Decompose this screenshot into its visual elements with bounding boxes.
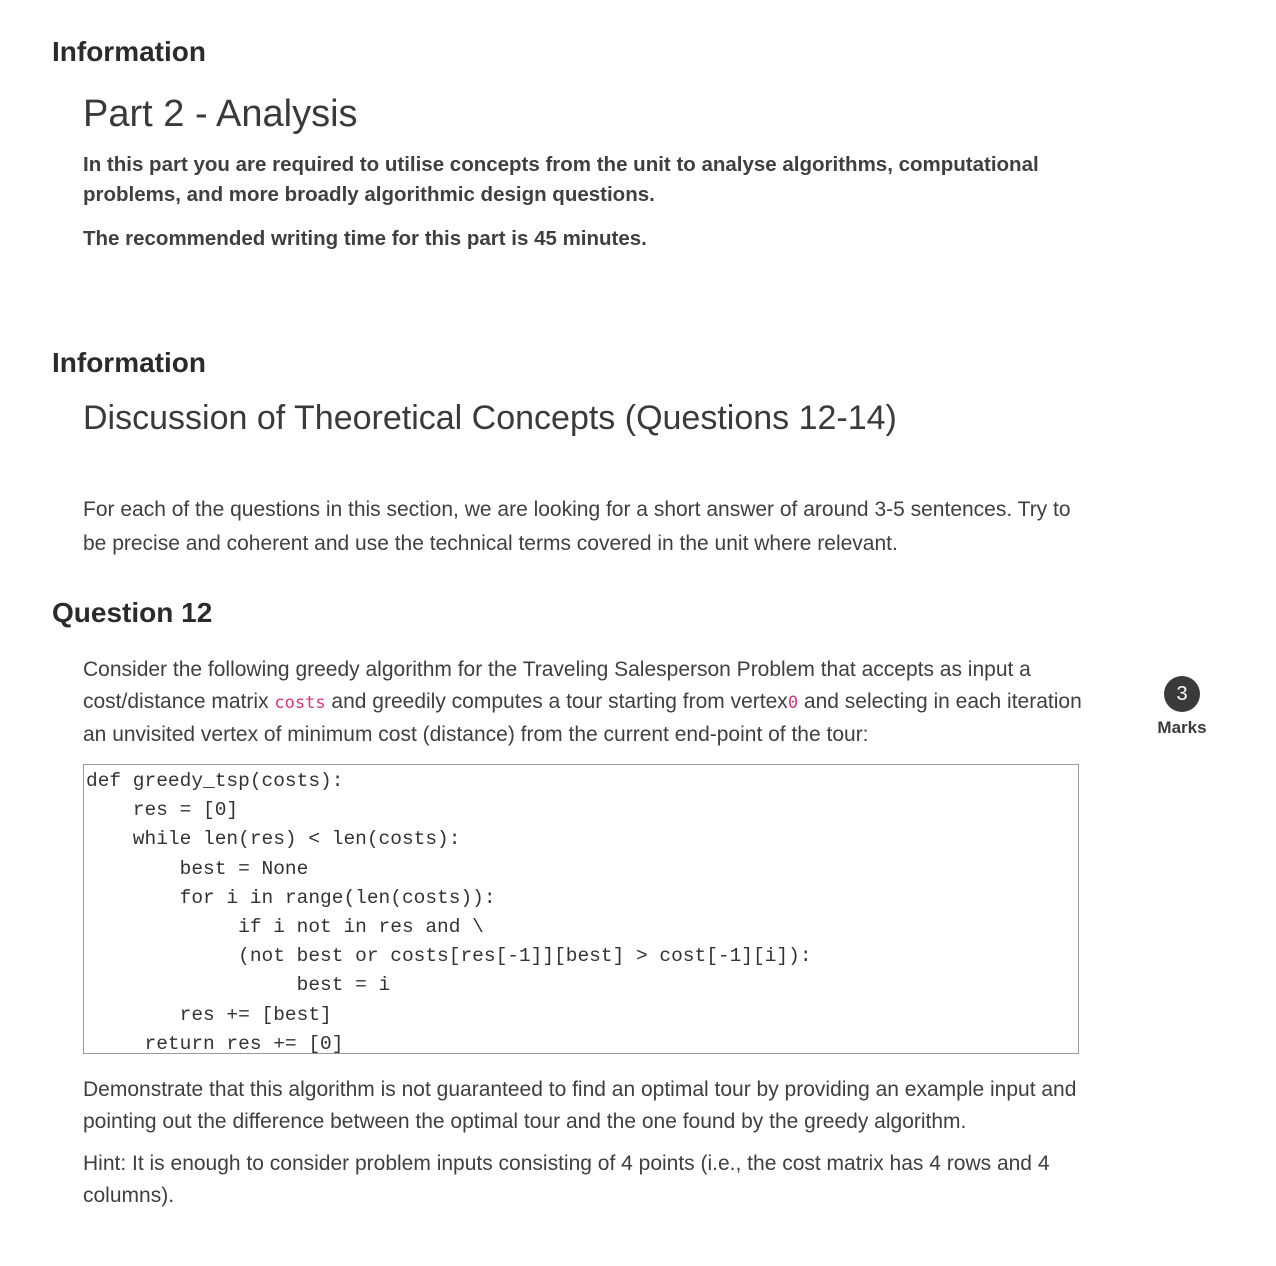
section-label-information-1: Information <box>52 36 206 67</box>
marks-indicator <box>1152 676 1212 738</box>
writing-time-note: The recommended writing time for this part is 45 minutes. <box>83 226 647 250</box>
marks-badge: 3 <box>1164 676 1200 712</box>
intro-text-3: and selecting in each iteration an unvisited vertex of minimum cost (distance) from the current end-point of the tour: <box>83 690 1082 746</box>
discussion-instructions: For each of the questions in this section, we are looking for a short answer of around 3-5 sentences. Try to be precise and coherent and use the technical terms covered in the unit where relevant. <box>83 498 1071 555</box>
inline-code-zero: 0 <box>787 693 799 713</box>
inline-code-costs: costs <box>274 693 326 713</box>
part2-info-block <box>83 92 1083 254</box>
code-block <box>83 764 1079 1054</box>
marks-label: Marks <box>1157 718 1207 737</box>
question-task-block <box>83 1074 1083 1212</box>
question-intro <box>83 654 1083 751</box>
section-label-information-2: Information <box>52 347 206 378</box>
part-title: Part 2 - Analysis <box>83 93 358 135</box>
question-task: Demonstrate that this algorithm is not guaranteed to find an optimal tour by providing an example input and pointing out the difference between the optimal tour and the one found by the greedy algorithm. <box>83 1078 1077 1133</box>
part-description: In this part you are required to utilise concepts from the unit to analyse algorithms, computational problems, and more broadly algorithmic design questions. <box>83 152 1039 206</box>
discussion-info-block <box>83 398 1083 439</box>
intro-text-1: Consider the following greedy algorithm for the Traveling Salesperson Problem that accepts as input a cost/distance matrix <box>83 658 1031 713</box>
question-hint: Hint: It is enough to consider problem inputs consisting of 4 points (i.e., the cost matrix has 4 rows and 4 columns). <box>83 1152 1050 1207</box>
intro-text-2: and greedily computes a tour starting from vertex <box>325 690 788 713</box>
question-label: Question 12 <box>52 597 213 628</box>
discussion-title: Discussion of Theoretical Concepts (Questions 12-14) <box>83 399 897 437</box>
question-intro-block <box>83 654 1083 751</box>
discussion-instructions-block <box>83 493 1083 561</box>
code-listing: def greedy_tsp(costs): res = [0] while len(res) < len(costs): best = None for i in range(len(costs)): if i not in res and \ (not best or costs[res[-1]][best] > cost[-1][i]): best = i res += [best] return res += [0] <box>86 770 812 1055</box>
